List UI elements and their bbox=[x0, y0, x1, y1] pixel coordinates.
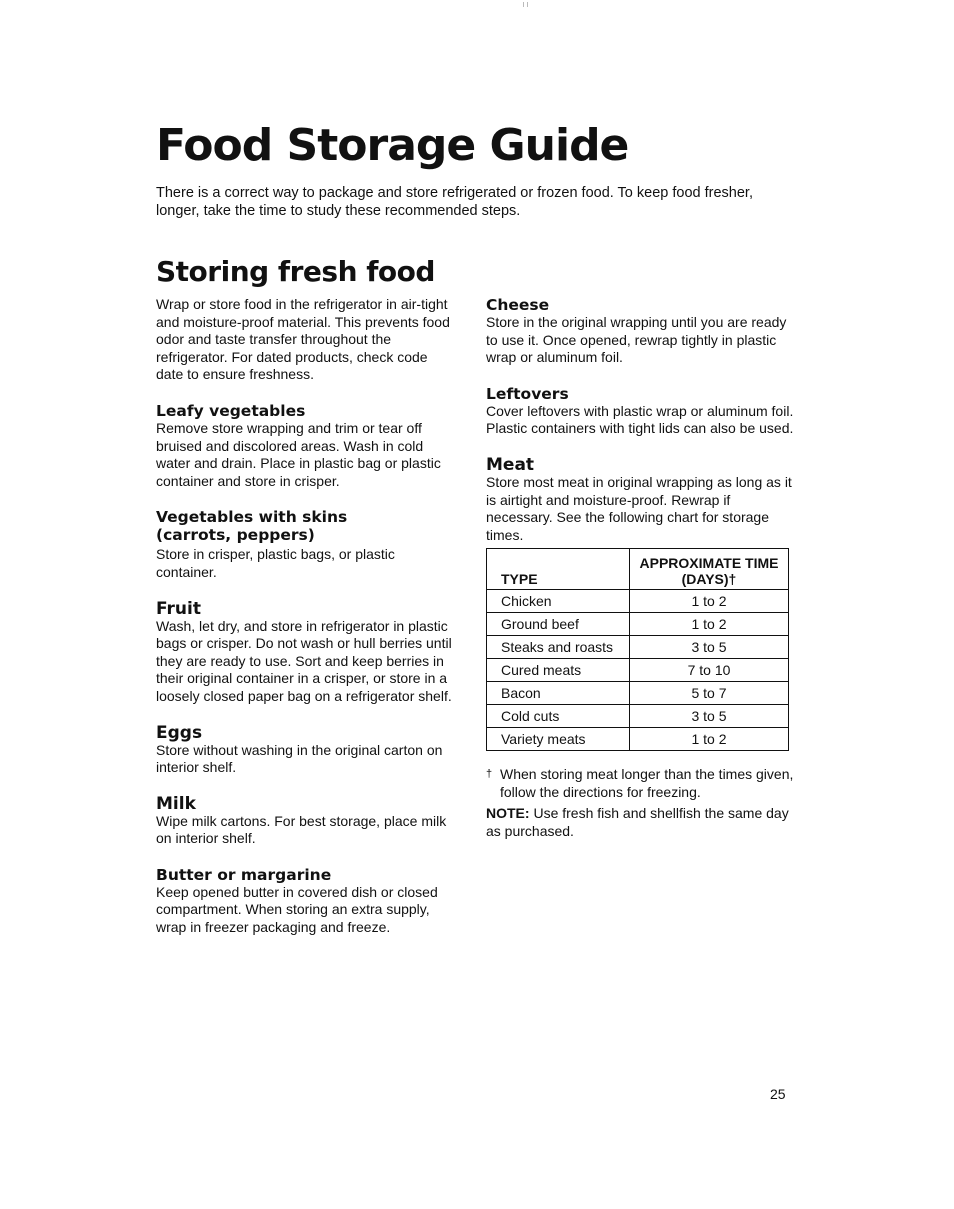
leftovers-text: Cover leftovers with plastic wrap or aluminum foil. Plastic containers with tight lids can also be used. bbox=[486, 402, 794, 437]
dagger-mark: † bbox=[486, 768, 493, 781]
leftovers-heading: Leftovers bbox=[486, 384, 569, 403]
table-header-row bbox=[487, 549, 789, 590]
left-column bbox=[156, 296, 456, 937]
type-cell: Cured meats bbox=[487, 659, 630, 682]
meat-heading: Meat bbox=[486, 454, 535, 475]
time-cell: 1 to 2 bbox=[630, 728, 789, 751]
fruit-text: Wash, let dry, and store in refrigerator in plastic bags or crisper. Do not wash or hull berries until they are ready to use. Sort and keep berries in their original container in a crisper, or store in a loosely closed paper bag on a refrigerator shelf. bbox=[156, 617, 452, 704]
table-row bbox=[487, 659, 789, 682]
time-header-line2: (DAYS)† bbox=[681, 571, 737, 588]
meat-storage-table bbox=[486, 548, 789, 751]
butter-text: Keep opened butter in covered dish or closed compartment. When storing an extra supply, wrap in freezer packaging and freeze. bbox=[156, 883, 438, 936]
table-row bbox=[487, 682, 789, 705]
table-row bbox=[487, 590, 789, 613]
right-column bbox=[486, 296, 796, 841]
type-cell: Bacon bbox=[487, 682, 630, 705]
table-row bbox=[487, 636, 789, 659]
time-column-header bbox=[630, 549, 789, 590]
meat-text: Store most meat in original wrapping as long as it is airtight and moisture-proof. Rewrap if necessary. See the following chart for storage times. bbox=[486, 473, 792, 543]
time-cell: 1 to 2 bbox=[630, 590, 789, 613]
milk-text: Wipe milk cartons. For best storage, place milk on interior shelf. bbox=[156, 812, 447, 847]
page-number: 25 bbox=[770, 1086, 786, 1102]
scan-mark bbox=[523, 2, 528, 7]
type-cell: Cold cuts bbox=[487, 705, 630, 728]
section-title: Storing fresh food bbox=[156, 255, 435, 288]
footnote-text: When storing meat longer than the times given, follow the directions for freezing. bbox=[500, 766, 794, 801]
type-cell: Variety meats bbox=[487, 728, 630, 751]
type-cell: Chicken bbox=[487, 590, 630, 613]
butter-heading: Butter or margarine bbox=[156, 865, 332, 884]
table-row bbox=[487, 728, 789, 751]
vegetables-with-skins-heading: Vegetables with skins (carrots, peppers) bbox=[156, 508, 348, 545]
type-column-header: TYPE bbox=[487, 549, 630, 590]
type-cell: Ground beef bbox=[487, 613, 630, 636]
leafy-vegetables-text: Remove store wrapping and trim or tear off bruised and discolored areas. Wash in cold water and drain. Place in plastic bag or plastic container and store in crisper. bbox=[156, 419, 441, 489]
section-intro-text: Wrap or store food in the refrigerator in air-tight and moisture-proof material. This prevents food odor and taste transfer throughout the refrigerator. For dated products, check code date to ensure freshness. bbox=[156, 296, 450, 383]
cheese-text: Store in the original wrapping until you are ready to use it. Once opened, rewrap tightly in plastic wrap or aluminum foil. bbox=[486, 314, 787, 366]
time-header-line1: APPROXIMATE TIME bbox=[639, 555, 779, 572]
time-cell: 1 to 2 bbox=[630, 613, 789, 636]
fruit-heading: Fruit bbox=[156, 598, 201, 619]
note-label: NOTE: bbox=[486, 805, 530, 822]
time-cell: 3 to 5 bbox=[630, 705, 789, 728]
table-row bbox=[487, 613, 789, 636]
eggs-text: Store without washing in the original carton on interior shelf. bbox=[156, 741, 443, 776]
type-cell: Steaks and roasts bbox=[487, 636, 630, 659]
cheese-heading: Cheese bbox=[486, 296, 550, 314]
note-paragraph bbox=[486, 805, 796, 840]
leafy-vegetables-heading: Leafy vegetables bbox=[156, 401, 306, 420]
table-footnote bbox=[486, 765, 796, 801]
milk-heading: Milk bbox=[156, 793, 196, 814]
time-cell: 7 to 10 bbox=[630, 659, 789, 682]
table-row bbox=[487, 705, 789, 728]
time-cell: 3 to 5 bbox=[630, 636, 789, 659]
page-title: Food Storage Guide bbox=[156, 120, 629, 171]
eggs-heading: Eggs bbox=[156, 722, 203, 743]
note-text: Use fresh fish and shellfish the same day as purchased. bbox=[486, 805, 789, 839]
time-cell: 5 to 7 bbox=[630, 682, 789, 705]
vegetables-with-skins-text: Store in crisper, plastic bags, or plastic container. bbox=[156, 546, 395, 580]
intro-paragraph: There is a correct way to package and store refrigerated or frozen food. To keep food fresher, longer, take the time to study these recommended steps. bbox=[156, 185, 753, 219]
